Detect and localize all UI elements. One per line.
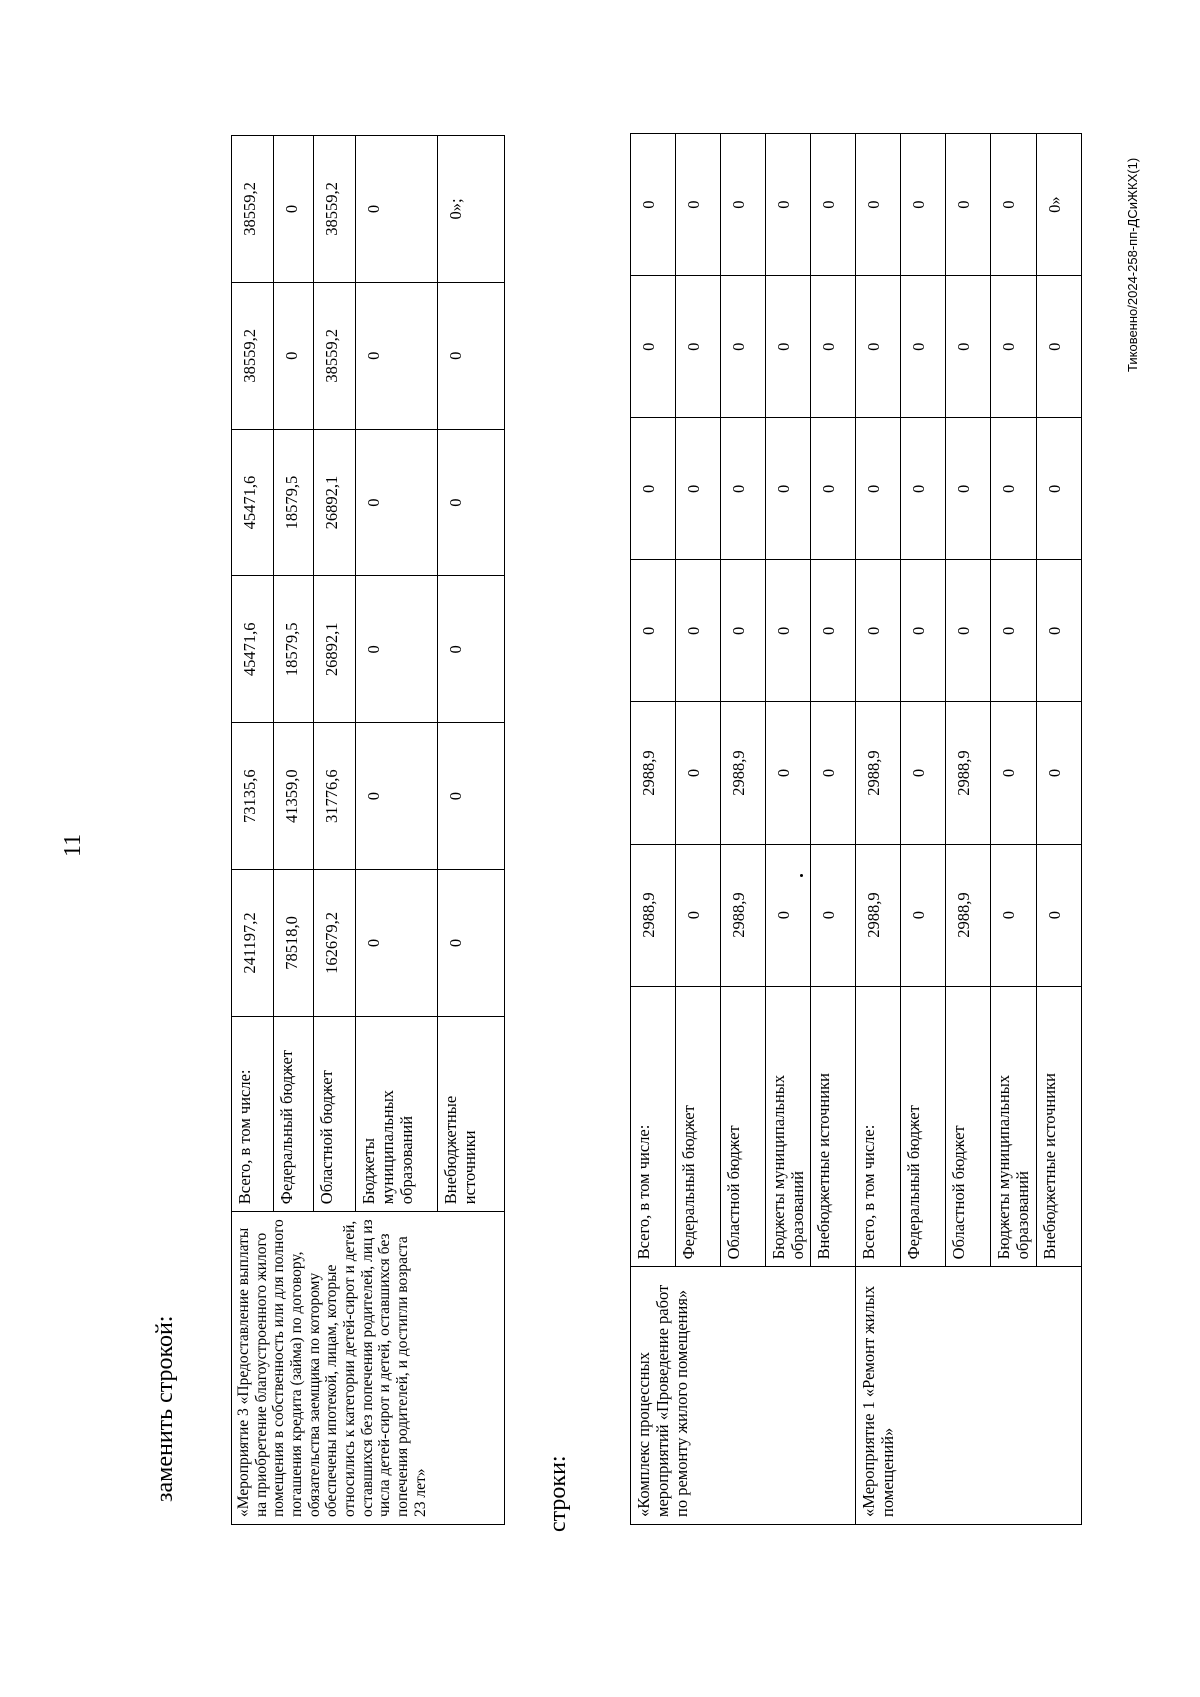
value-cell: 0»: [1036, 134, 1081, 276]
value-cell: 0: [438, 870, 505, 1017]
value-cell: 0: [438, 429, 505, 576]
value-cell: 0: [356, 282, 438, 429]
value-cell: 0: [356, 136, 438, 283]
value-cell: 26892,1: [314, 576, 356, 723]
value-cell: 0: [991, 702, 1036, 844]
value-cell: 0: [856, 134, 901, 276]
value-cell: 0: [631, 134, 676, 276]
value-cell: 0: [1036, 418, 1081, 560]
value-cell: 2988,9: [856, 702, 901, 844]
value-cell: 0: [766, 560, 811, 702]
value-cell: 0: [274, 136, 314, 283]
page-number: 11: [60, 833, 86, 857]
value-cell: 0: [721, 134, 766, 276]
value-cell: 0: [1036, 560, 1081, 702]
value-cell: 0: [946, 560, 991, 702]
value-cell: 2988,9: [721, 844, 766, 986]
value-cell: 0: [631, 560, 676, 702]
value-cell: 45471,6: [232, 576, 274, 723]
scan-dot: [800, 874, 803, 877]
value-cell: 0: [811, 134, 856, 276]
funding-source: Всего, в том числе:: [856, 986, 901, 1267]
value-cell: 0: [721, 560, 766, 702]
value-cell: 0: [356, 429, 438, 576]
value-cell: 2988,9: [631, 844, 676, 986]
value-cell: 0: [991, 134, 1036, 276]
value-cell: 0: [856, 418, 901, 560]
value-cell: 0: [901, 134, 946, 276]
value-cell: 0: [766, 276, 811, 418]
value-cell: 0: [356, 576, 438, 723]
value-cell: 0: [946, 134, 991, 276]
funding-source: Областной бюджет: [946, 986, 991, 1267]
value-cell: 0: [438, 282, 505, 429]
table-row: [232, 136, 274, 1525]
value-cell: 38559,2: [314, 136, 356, 283]
value-cell: 0: [946, 276, 991, 418]
funding-source: Областной бюджет: [721, 986, 766, 1267]
value-cell: 18579,5: [274, 429, 314, 576]
value-cell: 0: [766, 844, 811, 986]
value-cell: 0: [766, 134, 811, 276]
measure-description: «Мероприятие 1 «Ремонт жилых помещений»: [856, 1267, 1081, 1525]
value-cell: 0: [676, 702, 721, 844]
value-cell: 0: [1036, 276, 1081, 418]
value-cell: 0: [901, 418, 946, 560]
funding-source: Внебюджетные источники: [438, 1016, 505, 1211]
value-cell: 0: [631, 276, 676, 418]
table-row: [631, 134, 676, 1525]
value-cell: 2988,9: [856, 844, 901, 986]
value-cell: 0: [811, 276, 856, 418]
value-cell: 0: [901, 276, 946, 418]
value-cell: 0: [676, 134, 721, 276]
funding-source: Областной бюджет: [314, 1016, 356, 1211]
value-cell: 0: [901, 844, 946, 986]
value-cell: 18579,5: [274, 576, 314, 723]
funding-source: Бюджеты муниципальных образований: [356, 1016, 438, 1211]
value-cell: 0: [991, 276, 1036, 418]
funding-source: Внебюджетные источники: [1036, 986, 1081, 1267]
value-cell: 2988,9: [946, 844, 991, 986]
value-cell: 0: [946, 418, 991, 560]
source-lines-table: [630, 133, 1082, 1525]
value-cell: 45471,6: [232, 429, 274, 576]
value-cell: 41359,0: [274, 723, 314, 870]
value-cell: 2988,9: [721, 702, 766, 844]
value-cell: 0»;: [438, 136, 505, 283]
value-cell: 0: [1036, 844, 1081, 986]
document-code: Тиковенно/2024-258-пп-ДСиЖКХ(1): [1125, 157, 1140, 372]
funding-source: Всего, в том числе:: [631, 986, 676, 1267]
value-cell: 0: [721, 276, 766, 418]
measure-description: «Мероприятие 3 «Предоставление выплаты на приобретение благоустроенного жилого помещения в собственность или для полного погашения кредита (займа) по договору, обязательства заемщика по которому обеспечены ипотекой, лицам, которые относились к категории детей-сирот и детей, оставшихся без попечения родителей, лиц из числа детей-сирот и детей, оставшихся без попечения родителей, и достигли возраста 23 лет»: [232, 1212, 505, 1525]
value-cell: 73135,6: [232, 723, 274, 870]
value-cell: 0: [991, 844, 1036, 986]
value-cell: 0: [991, 418, 1036, 560]
funding-source: Федеральный бюджет: [901, 986, 946, 1267]
value-cell: 0: [811, 844, 856, 986]
funding-source: Всего, в том числе:: [232, 1016, 274, 1211]
value-cell: 0: [721, 418, 766, 560]
funding-source: Федеральный бюджет: [676, 986, 721, 1267]
funding-source: Внебюджетные источники: [811, 986, 856, 1267]
value-cell: 38559,2: [314, 282, 356, 429]
value-cell: 0: [676, 560, 721, 702]
value-cell: 0: [856, 560, 901, 702]
value-cell: 0: [631, 418, 676, 560]
value-cell: 241197,2: [232, 870, 274, 1017]
value-cell: 162679,2: [314, 870, 356, 1017]
value-cell: 0: [901, 560, 946, 702]
replace-label: заменить строкой:: [152, 1315, 178, 1502]
measure-description: «Комплекс процессных мероприятий «Проведение работ по ремонту жилого помещения»: [631, 1267, 856, 1525]
value-cell: 78518,0: [274, 870, 314, 1017]
value-cell: 0: [991, 560, 1036, 702]
value-cell: 0: [676, 276, 721, 418]
value-cell: 0: [274, 282, 314, 429]
value-cell: 0: [766, 418, 811, 560]
value-cell: 38559,2: [232, 136, 274, 283]
value-cell: 0: [811, 702, 856, 844]
value-cell: 0: [901, 702, 946, 844]
value-cell: 31776,6: [314, 723, 356, 870]
table-row: [856, 134, 901, 1525]
replacement-table: [231, 135, 505, 1525]
value-cell: 0: [766, 702, 811, 844]
funding-source: Федеральный бюджет: [274, 1016, 314, 1211]
value-cell: 0: [856, 276, 901, 418]
funding-source: Бюджеты муниципальных образований: [766, 986, 811, 1267]
value-cell: 38559,2: [232, 282, 274, 429]
value-cell: 26892,1: [314, 429, 356, 576]
value-cell: 0: [1036, 702, 1081, 844]
value-cell: 0: [676, 844, 721, 986]
value-cell: 2988,9: [946, 702, 991, 844]
value-cell: 0: [356, 870, 438, 1017]
value-cell: 0: [438, 576, 505, 723]
value-cell: 0: [811, 560, 856, 702]
value-cell: 0: [438, 723, 505, 870]
lines-label: строки:: [545, 1455, 571, 1532]
value-cell: 0: [676, 418, 721, 560]
value-cell: 2988,9: [631, 702, 676, 844]
funding-source: Бюджеты муниципальных образований: [991, 986, 1036, 1267]
value-cell: 0: [356, 723, 438, 870]
value-cell: 0: [811, 418, 856, 560]
